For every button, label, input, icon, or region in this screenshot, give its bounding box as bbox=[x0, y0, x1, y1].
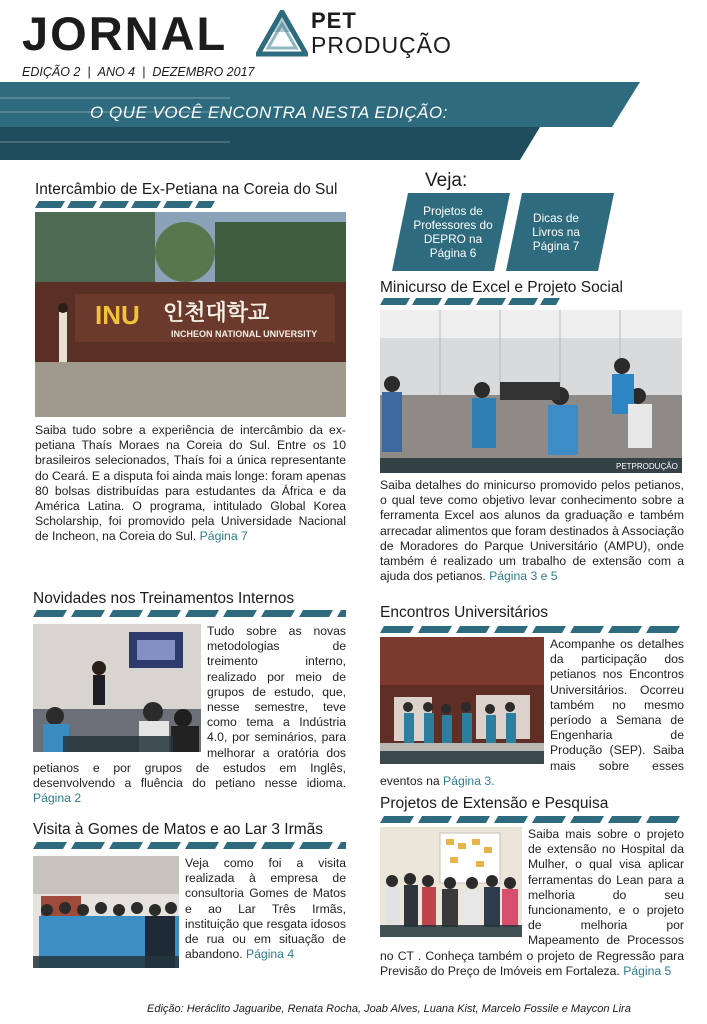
gomes-text: Veja como foi a visita realizada à empresa de consultoria Gomes de Matos e ao Lar Três Irmãs, instituição que resgata idosos de rua ou em situação de abandono. bbox=[185, 856, 346, 962]
encontros-text: Acompanhe os detalhes da participação dos petianos nos Encontros Universitários. Ocorreu também no mesmo período a Semana de Engenharia de Produção (SEP). Saiba mais sobre esses eventos na bbox=[380, 637, 684, 788]
minicurso-photo bbox=[380, 310, 682, 473]
editors-credit: Edição: Heráclito Jaguaribe, Renata Rocha, Joab Alves, Luana Kist, Marcelo Fossile e Maycon Lira bbox=[147, 1003, 631, 1015]
treinamentos-text: Tudo sobre as novas metodologias de treimento interno, realizado por meio de grupos de estudo, que, nesse semestre, teve como tema a Indústria 4.0, por seminários, para melhorar a oratória dos petianos e por grupos de estudos em Inglês, desenvolvendo a fluência do petiano nesse idioma. bbox=[33, 624, 346, 791]
treinamentos-body bbox=[33, 624, 346, 806]
extensao-title: Projetos de Extensão e Pesquisa bbox=[380, 795, 609, 812]
veja-box-professores[interactable]: Projetos de Professores do DEPRO na Página 6 bbox=[413, 204, 493, 260]
section-divider bbox=[380, 816, 684, 823]
veja-title: Veja: bbox=[425, 170, 468, 191]
newspaper-title: JORNAL bbox=[22, 7, 228, 60]
photo-watermark: PETPRODUÇÃO bbox=[616, 462, 678, 471]
intercambio-photo bbox=[35, 212, 346, 417]
extensao-page-link[interactable]: Página 5 bbox=[623, 963, 672, 978]
issue-date: DEZEMBRO 2017 bbox=[152, 65, 255, 79]
intercambio-title: Intercâmbio de Ex-Petiana na Coreia do Sul bbox=[35, 181, 338, 198]
sign-korean-text: 인천대학교 bbox=[163, 301, 270, 326]
section-divider bbox=[33, 842, 346, 849]
intercambio-text: Saiba tudo sobre a experiência de intercâmbio da ex-petiana Thaís Moraes na Coreia do Sul. Entre os 10 brasileiros selecionados, Thaís foi a única representante do Ceará. E a disputa foi ainda mais longe: foram apenas 80 bolsas distribuídas para estudantes da África e da América Latina. O programa, intitulado Global Korea Scholarship, foi promovido pela Universidade Nacional de Incheon, na Coreia do Sul. bbox=[35, 423, 346, 544]
encontros-title: Encontros Universitários bbox=[380, 604, 548, 621]
encontros-page-link[interactable]: Página 3. bbox=[443, 773, 495, 788]
issue-edition: EDIÇÃO 2 bbox=[22, 65, 81, 79]
gomes-body bbox=[33, 856, 346, 970]
section-divider bbox=[33, 610, 346, 617]
banner-title: O QUE VOCÊ ENCONTRA NESTA EDIÇÃO: bbox=[90, 103, 448, 122]
minicurso-text: Saiba detalhes do minicurso promovido pelos petianos, o qual teve como objetivo levar conhecimento sobre a ferramenta Excel aos alunos da graduação e também arrecadar alimentos que foram destinados à Associação de Moradores do Parque Universitário (AMPU), onde também é realizado um trabalho de extensão com a ajuda dos petianos. bbox=[380, 478, 684, 584]
treinamentos-title: Novidades nos Treinamentos Internos bbox=[33, 590, 295, 607]
pet-logo-icon bbox=[256, 10, 308, 58]
extensao-text: Saiba mais sobre o projeto de extensão no Hospital da Mulher, o qual visa aplicar ferramentas do Lean para a melhoria do seu funcionamento, e o projeto de melhoria por Mapeamento de Processos no CT . Conheça também o projeto de Regressão para Previsão do Preço de Imóveis em Fortaleza. bbox=[380, 827, 684, 978]
issue-year: ANO 4 bbox=[97, 65, 136, 79]
issue-line: EDIÇÃO 2 | ANO 4 | DEZEMBRO 2017 bbox=[22, 65, 255, 79]
sign-english-text: INCHEON NATIONAL UNIVERSITY bbox=[171, 329, 318, 339]
intercambio-body bbox=[35, 423, 346, 545]
minicurso-title: Minicurso de Excel e Projeto Social bbox=[380, 279, 623, 296]
treinamentos-photo bbox=[33, 624, 201, 752]
logo-text-producao: PRODUÇÃO bbox=[311, 32, 452, 58]
intercambio-page-link[interactable]: Página 7 bbox=[199, 529, 248, 544]
encontros-photo bbox=[380, 637, 544, 764]
extensao-photo bbox=[380, 827, 522, 937]
minicurso-page-link[interactable]: Página 3 e 5 bbox=[489, 569, 558, 584]
logo-text-pet: PET bbox=[311, 8, 357, 33]
gomes-page-link[interactable]: Página 4 bbox=[246, 947, 295, 962]
gomes-photo bbox=[33, 856, 179, 968]
gomes-title: Visita à Gomes de Matos e ao Lar 3 Irmãs bbox=[33, 821, 324, 838]
section-divider bbox=[35, 201, 215, 208]
minicurso-body bbox=[380, 478, 684, 584]
treinamentos-page-link[interactable]: Página 2 bbox=[33, 791, 82, 806]
extensao-body bbox=[380, 827, 684, 979]
encontros-body bbox=[380, 637, 684, 789]
section-divider bbox=[380, 298, 560, 305]
section-divider bbox=[380, 626, 684, 633]
veja-box-livros[interactable]: Dicas de Livros na Página 7 bbox=[532, 211, 580, 253]
sign-logo: INU bbox=[95, 300, 140, 330]
